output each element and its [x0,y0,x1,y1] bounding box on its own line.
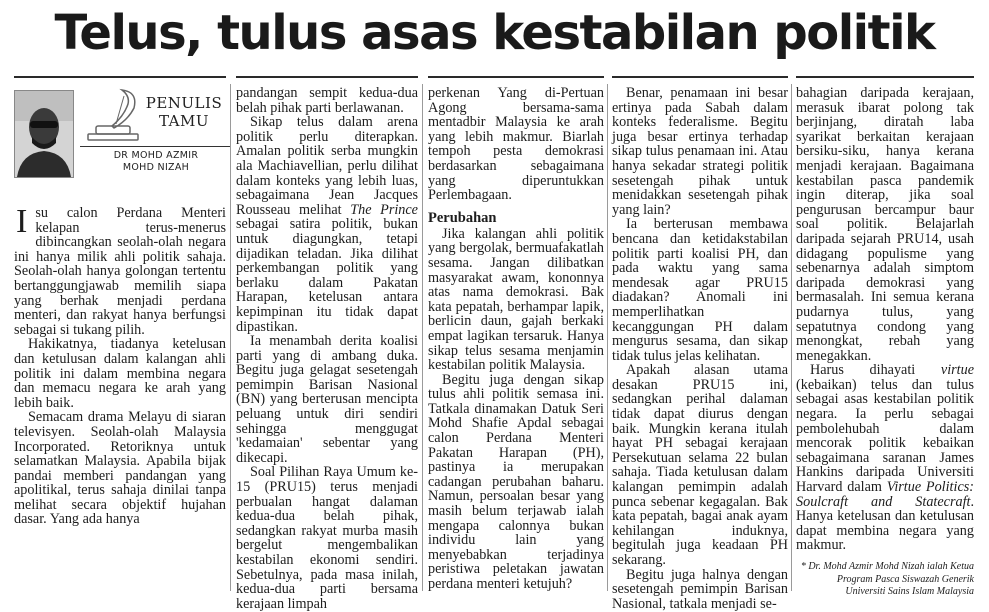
paragraph: perkenan Yang di-Pertuan Agong bersama-sama mentadbir Malaysia ke arah yang lebih makmur. Biarlah tempoh pesta demokrasi berdasarkan sebagaimana yang diperuntukkan Perlembagaan. [428,85,604,204]
paragraph: Begitu juga halnya dengan sesetengah pemimpin Barisan Nasional, tatkala menjadi se- [612,566,788,612]
headline: Telus, tulus asas kestabilan politik [54,5,935,61]
column-label: PENULIS TAMU [145,94,223,130]
byline-divider [80,146,230,147]
paragraph: Ia menambah derita koalisi parti yang di ambang duka. Begitu juga gelagat sesetengah pemimpin Barisan Nasional (BN) yang berterusan mencipta peluang untuk diri sendiri sehingga menggugat 'kedamaian' sebentar yang dikecapi. [236,333,418,466]
article-column-4 [612,86,788,611]
paragraph: Begitu juga dengan sikap tulus ahli politik semasa ini. Tatkala dinamakan Datuk Seri Mohd Shafie Apdal sebagai calon Perdana Menteri Pakatan Harapan (PH), pastinya ia merupakan cadangan perubahan baharu. Namun, persoalan besar yang masih belum terjawab ialah mengapa calonnya bukan individu lain yang menyebabkan terjadinya peristiwa peletakan jawatan perdana menteri ketujuh? [428,371,604,592]
paragraph: pandangan sempit kedua-dua belah pihak parti berlawanan. [236,85,418,116]
paragraph: Soal Pilihan Raya Umum ke-15 (PRU15) terus menjadi perbualan hangat dalaman kedua-dua belah pihak, sedangkan rakyat murba masih bergelut mengembalikan kestabilan ekonomi sendiri. Sebetulnya, pada masa inilah, kedua-dua parti bersama kerajaan limpah [236,464,418,612]
rule-left [14,76,226,78]
rule-col5 [796,76,974,78]
paragraph: Semacam drama Melayu di siaran televisyen. Seolah-olah Malaysia Incorporated. Retoriknya untuk selamatkan Malaysia. Apabila bijak pandai memberi pandangan yang apolitikal, terus sahaja dinilai tanpa melihat secara objektif hujahan dasar. Yang ada hanya [14,409,226,528]
article-column-1 [14,203,226,528]
column-divider [791,84,792,591]
subheading: Perubahan [428,209,497,226]
author-note: * Dr. Mohd Azmir Mohd Nizah ialah Ketua Program Pasca Siswazah Generik Universiti Sains Islam Malaysia [800,561,974,597]
paragraph: Sikap telus dalam arena politik perlu diterapkan. Amalan politik serba mungkin ala Machiavellian, perlu dilihat dalam konteks yang lebih luas, sebagaimana Jean Jacques Rousseau melihat The Prince sebagai satira politik, bukan untuk diagungkan, tetapi dijadikan teladan. Jika dilihat perkembangan politik yang berlaku dalam Pakatan Harapan, ketelusan antara kepimpinan itu tidak dapat dipastikan. [236,114,418,335]
paragraph: Jika kalangan ahli politik yang bergolak, bermuafakatlah sesama. Jangan dilibatkan masyarakat awam, kononnya atas nama demokrasi. Bak kata pepatah, berhampar lapik, berlicin daun, gajah berkaki empat lagikan tersaruk. Hanya sikap telus sesama menjamin kestabilan politik Malaysia. [428,225,604,374]
author-photo [14,90,74,178]
article-column-3 [428,86,604,592]
paragraph: Benar, penamaan ini besar ertinya pada Sabah dalam konteks federalisme. Begitu juga besar ertinya terhadap sikap tulus penamaan ini. Atau hanya sekadar strategi politik sesetengah pihak untuk menidakkan sesetengah pihak yang lain? [612,85,788,218]
article-column-5 [796,86,974,599]
column-divider [422,84,423,591]
drop-cap: I [16,203,28,240]
paragraph: bahagian daripada kerajaan, merasuk ibarat polong tak berjinjang, diratah laba syarikat berkaitan kerajaan bersiku-siku, hanya kerana menjadi kerajaan. Bagaimana kestabilan pasca pandemik ingin diterap, jika soal pengurusan bercampur baur soal politik. Belajarlah daripada sejarah PRU14, usah didagang populisme yang sebenarnya adalah simptom daripada demokrasi yang bermasalah. Ini semua kerana pudarnya tulus, yang sepatutnya condong yang menongkat, rebah yang menegakkan. [796,85,974,364]
article-column-2 [236,86,418,611]
author-name: DR MOHD AZMIR MOHD NIZAH [113,150,199,173]
rule-col4 [612,76,788,78]
byline [14,86,226,186]
rule-col2 [236,76,418,78]
paragraph: Isu calon Perdana Menteri kelapan terus-menerus dibincangkan seolah-olah negara ini hanya milik ahli politik sahaja. Seolah-olah hanya golongan tertentu bertanggungjawab memilih siapa yang berhak menjadi perdana menteri, dan rakyat hanya berfungsi sebagai si tukang pilih. [14,203,226,338]
rule-col3 [428,76,604,78]
paragraph: Harus dihayati virtue (kebaikan) telus dan tulus sebagai asas kestabilan politik negara. Ia perlu sebagai pembolehubah dalam mencorak politik kebaikan sebagaimana saranan James Hankins daripada Universiti Harvard dalam Virtue Politics: Soulcraft and Statecraft. Hanya ketelusan dan ketulusan dapat membina negara yang makmur. [796,362,974,554]
column-divider [607,84,608,591]
paragraph: Ia berterusan membawa bencana dan ketidakstabilan politik parti koalisi PH, dan pada waktu yang sama mendesak agar PRU15 diadakan? Anomali ini memperlihatkan kecanggungan PH dalam mengurus sesama, dan sikap tidak tulus jelas kelihatan. [612,216,788,364]
paragraph: Apakah alasan utama desakan PRU15 ini, sedangkan perihal dalaman tidak dapat diurus dengan baik. Mungkin kerana itulah hayat PH sebagai kerajaan Persekutuan selama 22 bulan sahaja. Tiada ketulusan dalam kalangan pemimpin adalah punca sebenar kegagalan. Bak kata pepatah, bagai anak ayam kehilangan induknya, begitulah juga keadaan PH sekarang. [612,362,788,568]
paragraph: Hakikatnya, tiadanya ketelusan dan ketulusan dalam kalangan ahli politik ini dalam membina negara dan memacu negara ke arah yang lebih baik. [14,336,226,411]
